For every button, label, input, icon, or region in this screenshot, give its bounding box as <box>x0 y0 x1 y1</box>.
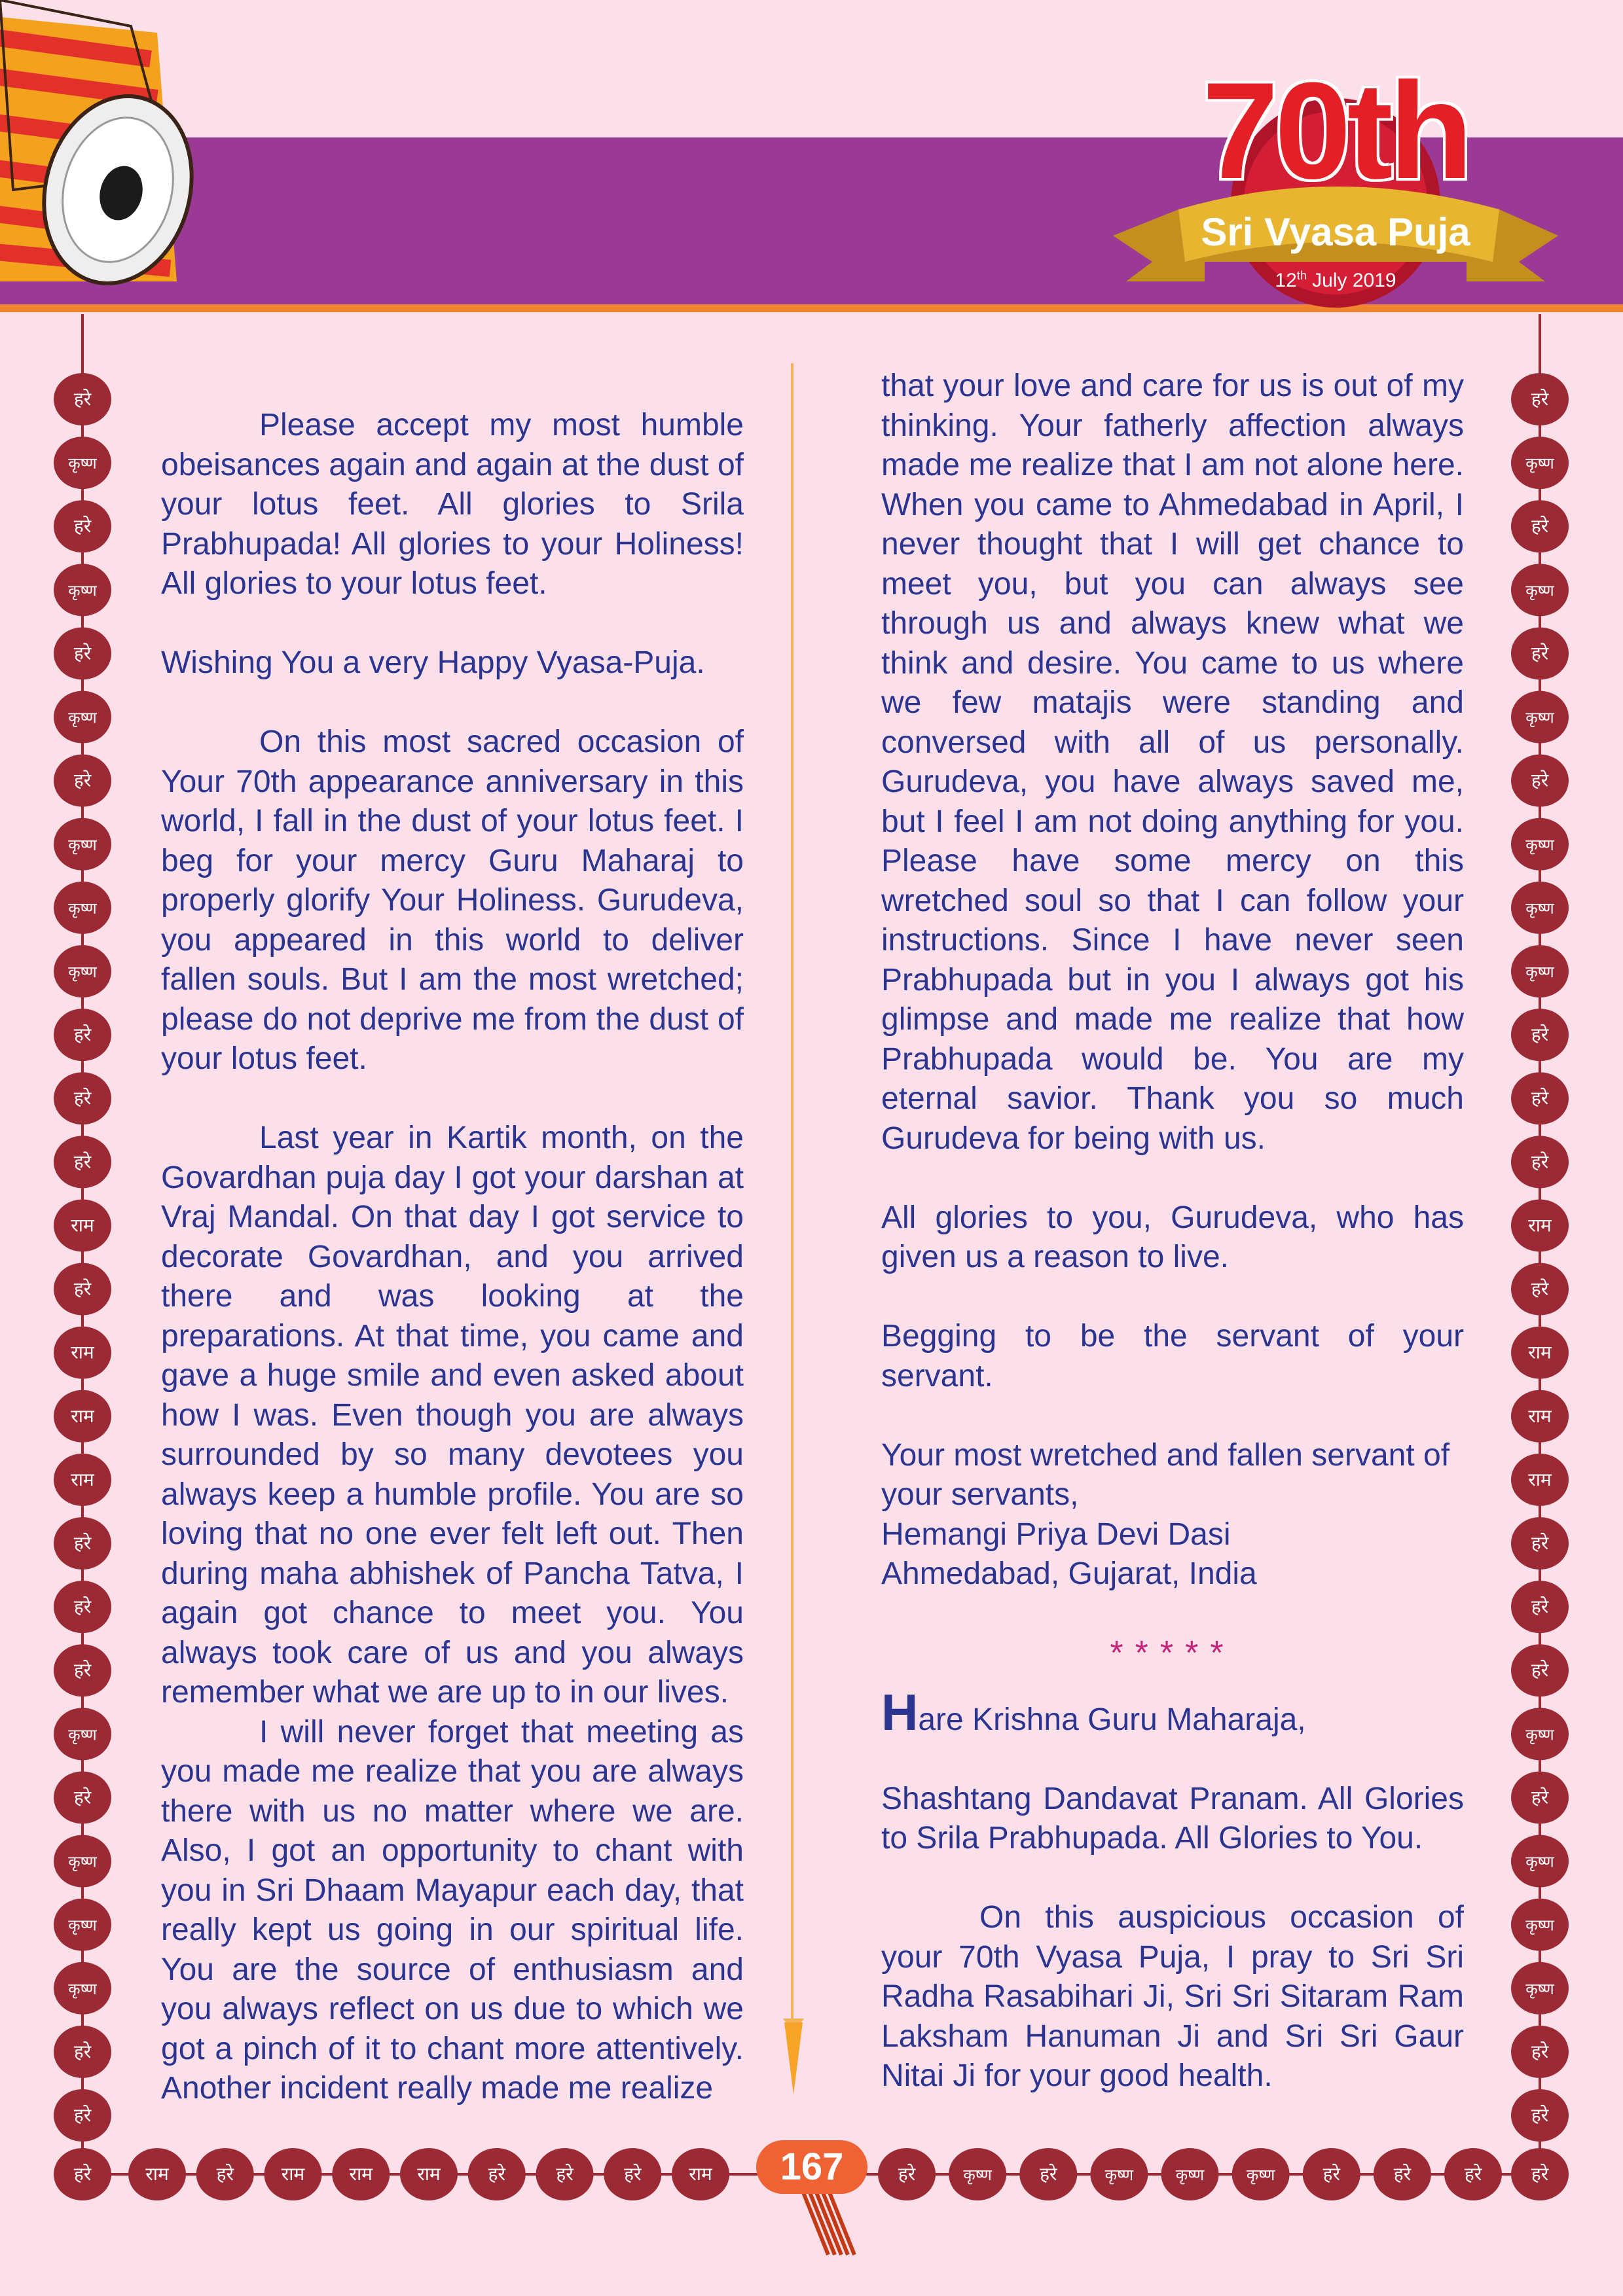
bead-corner-right <box>1511 2148 1569 2200</box>
bead-left <box>54 1962 111 2015</box>
svg-text:हरे: हरे <box>1531 769 1549 791</box>
bead-left <box>54 564 111 616</box>
bead-bottom <box>468 2148 526 2200</box>
letter1-paragraph-3: On this most sacred occasion of Your 70th appearance anniversary in this world, I fall in the dust of your lotus feet. I beg for your mercy Guru Maharaj to properly glorify Your Holiness. Gurudeva, you appeared in this world to deliver fallen souls. But I am the most wretched; please do not deprive me from the dust of your lotus feet. <box>161 725 744 1076</box>
bead-bottom <box>1090 2148 1148 2200</box>
bead-left <box>54 1454 111 1506</box>
bead-left <box>54 2089 111 2142</box>
svg-text:राम: राम <box>71 1341 94 1363</box>
badge-year: 70th <box>1202 54 1469 207</box>
bead-corner-left <box>54 2148 111 2200</box>
svg-text:हरे: हरे <box>73 1087 92 1109</box>
bead-right <box>1511 500 1569 552</box>
svg-text:हरे: हरे <box>1531 2163 1549 2185</box>
svg-text:हरे: हरे <box>1531 1659 1549 1681</box>
svg-text:हरे: हरे <box>216 2163 234 2185</box>
svg-text:राम: राम <box>1528 1341 1552 1363</box>
bead-bottom <box>128 2148 186 2200</box>
bead-right <box>1511 882 1569 934</box>
bead-bottom <box>1019 2148 1077 2200</box>
svg-text:हरे: हरे <box>73 1532 92 1554</box>
bead-left <box>54 1517 111 1570</box>
letter2-greeting: Hare Krishna Guru Maharaja, <box>881 1683 1306 1741</box>
dropcap-letter: H <box>881 1683 919 1741</box>
svg-text:कृष्ण: कृष्ण <box>1525 899 1554 918</box>
bead-right <box>1511 1581 1569 1633</box>
svg-text:कृष्ण: कृष्ण <box>1104 2166 1134 2184</box>
letter2-paragraph-2: On this auspicious occasion of your 70th Vyasa Puja, I pray to Sri Sri Radha Rasabihari Ji, Sri Sri Sitaram Ram Laksham Hanuman Ji and Sri Sri Gaur Nitai Ji for your good health. <box>881 1900 1464 2093</box>
letter1-paragraph-8: Begging to be the servant of your servant. <box>881 1319 1464 1393</box>
svg-text:हरे: हरे <box>1531 1278 1549 1300</box>
svg-text:कृष्ण: कृष्ण <box>68 1852 97 1871</box>
svg-text:हरे: हरे <box>1531 1786 1549 1808</box>
bead-right <box>1511 373 1569 425</box>
svg-text:हरे: हरे <box>1464 2163 1482 2185</box>
svg-text:कृष्ण: कृष्ण <box>1175 2166 1205 2184</box>
svg-text:हरे: हरे <box>1393 2163 1412 2185</box>
bead-left <box>54 1708 111 1760</box>
bead-left <box>54 373 111 425</box>
bead-right <box>1511 1072 1569 1124</box>
bead-bottom <box>878 2148 936 2200</box>
svg-text:हरे: हरे <box>73 1024 92 1046</box>
svg-text:कृष्ण: कृष्ण <box>68 899 97 918</box>
bead-left <box>54 1390 111 1443</box>
bead-left <box>54 437 111 489</box>
bead-right <box>1511 1454 1569 1506</box>
svg-text:हरे: हरे <box>1531 1596 1549 1618</box>
tassel-icon <box>789 2189 867 2261</box>
bead-right <box>1511 1835 1569 1888</box>
svg-text:कृष्ण: कृष्ण <box>1525 454 1554 473</box>
svg-text:हरे: हरे <box>1531 2104 1549 2126</box>
bead-right <box>1511 1263 1569 1316</box>
svg-text:हरे: हरे <box>1531 1151 1549 1173</box>
letter1-paragraph-7: All glories to you, Gurudeva, who has given us a reason to live. <box>881 1200 1464 1274</box>
bead-bottom <box>332 2148 390 2200</box>
section-separator: ***** <box>1110 1634 1235 1672</box>
bead-left <box>54 1644 111 1696</box>
svg-text:कृष्ण: कृष्ण <box>68 581 97 600</box>
signature-name: Hemangi Priya Devi Dasi <box>881 1516 1231 1552</box>
svg-text:कृष्ण: कृष्ण <box>1525 708 1554 727</box>
svg-text:हरे: हरे <box>898 2163 916 2185</box>
bead-left <box>54 691 111 744</box>
svg-text:राम: राम <box>1528 1214 1552 1236</box>
bead-left <box>54 1327 111 1379</box>
svg-text:कृष्ण: कृष्ण <box>68 963 97 981</box>
bead-right <box>1511 1136 1569 1188</box>
bead-left <box>54 627 111 679</box>
svg-text:हरे: हरे <box>73 388 92 410</box>
bead-right <box>1511 755 1569 807</box>
svg-text:कृष्ण: कृष्ण <box>1525 1852 1554 1871</box>
badge-date: 12th July 2019 <box>1275 269 1396 291</box>
bead-bottom <box>1303 2148 1360 2200</box>
bead-right <box>1511 818 1569 870</box>
bead-left <box>54 1771 111 1823</box>
bead-bottom <box>536 2148 594 2200</box>
svg-text:हरे: हरे <box>1040 2163 1057 2185</box>
svg-text:हरे: हरे <box>1531 515 1549 537</box>
bead-left <box>54 500 111 552</box>
bead-right <box>1511 1708 1569 1760</box>
right-column <box>881 367 1464 2096</box>
svg-text:हरे: हरे <box>73 1659 92 1681</box>
svg-text:राम: राम <box>145 2163 169 2185</box>
bead-left <box>54 818 111 870</box>
page-number: 167 <box>756 2140 867 2194</box>
bead-right <box>1511 1199 1569 1251</box>
svg-text:हरे: हरे <box>73 2040 92 2062</box>
svg-text:कृष्ण: कृष्ण <box>1525 835 1554 854</box>
bead-bottom <box>949 2148 1006 2200</box>
divider-tip-icon <box>780 2016 807 2101</box>
left-column <box>161 406 744 2109</box>
svg-text:हरे: हरे <box>73 1596 92 1618</box>
svg-text:राम: राम <box>71 1405 94 1427</box>
svg-text:कृष्ण: कृष्ण <box>68 1916 97 1935</box>
bead-right <box>1511 1009 1569 1061</box>
svg-text:हरे: हरे <box>73 515 92 537</box>
svg-text:हरे: हरे <box>73 1786 92 1808</box>
bead-right <box>1511 945 1569 997</box>
bead-left <box>54 2026 111 2078</box>
bead-left <box>54 1072 111 1124</box>
svg-text:हरे: हरे <box>73 2163 92 2185</box>
bead-right <box>1511 1771 1569 1823</box>
svg-text:राम: राम <box>71 1468 94 1490</box>
svg-text:कृष्ण: कृष्ण <box>68 454 97 473</box>
svg-text:कृष्ण: कृष्ण <box>68 1725 97 1744</box>
bead-right <box>1511 1644 1569 1696</box>
bead-right <box>1511 627 1569 679</box>
bead-left <box>54 1199 111 1251</box>
bead-left <box>54 755 111 807</box>
svg-text:कृष्ण: कृष्ण <box>1525 1979 1554 1998</box>
svg-text:राम: राम <box>349 2163 373 2185</box>
svg-text:हरे: हरे <box>73 1278 92 1300</box>
bead-right <box>1511 1899 1569 1951</box>
svg-text:कृष्ण: कृष्ण <box>1525 963 1554 981</box>
bead-bottom <box>196 2148 254 2200</box>
svg-text:राम: राम <box>281 2163 305 2185</box>
bead-right <box>1511 1327 1569 1379</box>
svg-text:हरे: हरे <box>73 642 92 664</box>
svg-text:कृष्ण: कृष्ण <box>1525 1916 1554 1935</box>
bead-left <box>54 1009 111 1061</box>
bead-bottom <box>1161 2148 1219 2200</box>
bead-right <box>1511 691 1569 744</box>
bead-left <box>54 1899 111 1951</box>
signature-place: Ahmedabad, Gujarat, India <box>881 1556 1257 1591</box>
svg-text:हरे: हरे <box>73 769 92 791</box>
signature-line-1: Your most wretched and fallen servant of your servants, <box>881 1437 1450 1512</box>
svg-text:हरे: हरे <box>73 2104 92 2126</box>
svg-text:हरे: हरे <box>1531 642 1549 664</box>
bead-bottom <box>672 2148 729 2200</box>
bead-right <box>1511 1390 1569 1443</box>
svg-text:राम: राम <box>71 1214 94 1236</box>
svg-text:कृष्ण: कृष्ण <box>963 2166 992 2184</box>
svg-text:राम: राम <box>689 2163 712 2185</box>
bead-right <box>1511 1962 1569 2015</box>
column-divider <box>791 363 793 2019</box>
svg-text:हरे: हरे <box>1531 1532 1549 1554</box>
svg-text:हरे: हरे <box>1531 1087 1549 1109</box>
bead-bottom <box>400 2148 458 2200</box>
bead-left <box>54 1136 111 1188</box>
svg-text:राम: राम <box>1528 1405 1552 1427</box>
bead-right <box>1511 2026 1569 2078</box>
bead-left <box>54 945 111 997</box>
letter1-paragraph-2: Wishing You a very Happy Vyasa-Puja. <box>161 645 705 680</box>
svg-text:हरे: हरे <box>1322 2163 1340 2185</box>
svg-text:कृष्ण: कृष्ण <box>1525 1725 1554 1744</box>
bead-bottom <box>264 2148 322 2200</box>
svg-text:कृष्ण: कृष्ण <box>68 708 97 727</box>
svg-text:हरे: हरे <box>1531 388 1549 410</box>
svg-text:हरे: हरे <box>1531 1024 1549 1046</box>
bead-bottom <box>1444 2148 1502 2200</box>
svg-text:हरे: हरे <box>73 1151 92 1173</box>
svg-text:हरे: हरे <box>556 2163 574 2185</box>
bead-left <box>54 1835 111 1888</box>
letter1-paragraph-1: Please accept my most humble obeisances again and again at the dust of your lotus feet. All glories to Srila Prabhupada! All glories to your Holiness! All glories to your lotus feet. <box>161 408 744 601</box>
bead-right <box>1511 437 1569 489</box>
svg-text:हरे: हरे <box>488 2163 505 2185</box>
svg-text:कृष्ण: कृष्ण <box>68 1979 97 1998</box>
letter1-paragraph-6: that your love and care for us is out of my thinking. Your fatherly affection always made me realize that I am not alone here. When you came to Ahmedabad in April, I never thought that I will get chance to meet you, but you can always see through us and always knew what we think and desire. You came to us where we few matajis were standing and conversed with all of us personally. Gurudeva, you have always saved me, but I feel I am not doing anything for you. Please have some mercy on this wretched soul so that I can follow your instructions. Since I have never seen Prabhupada but in you I always got his glimpse and made me realize that how Prabhupada would be. You are my eternal savior. Thank you so much Gurudeva for being with us. <box>881 368 1464 1156</box>
svg-text:हरे: हरे <box>624 2163 642 2185</box>
bead-right <box>1511 564 1569 616</box>
bead-left <box>54 882 111 934</box>
bead-left <box>54 1263 111 1316</box>
bead-bottom <box>1232 2148 1290 2200</box>
badge-title: Sri Vyasa Puja <box>1201 210 1470 254</box>
svg-text:कृष्ण: कृष्ण <box>1246 2166 1275 2184</box>
svg-text:राम: राम <box>1528 1468 1552 1490</box>
svg-text:हरे: हरे <box>1531 2040 1549 2062</box>
bead-bottom <box>604 2148 661 2200</box>
bead-right <box>1511 1517 1569 1570</box>
bead-bottom <box>1374 2148 1431 2200</box>
svg-text:कृष्ण: कृष्ण <box>68 835 97 854</box>
svg-text:कृष्ण: कृष्ण <box>1525 581 1554 600</box>
letter1-paragraph-5: I will never forget that meeting as you made me realize that you are always there with us no matter where we are. Also, I got an opportunity to chant with you in Sri Dhaam Mayapur each day, that really kept us going in our spiritual life. You are the source of enthusiasm and you always reflect on us due to which we got a pinch of it to chant more attentively. Another incident really made me realize <box>161 1714 744 2106</box>
letter2-paragraph-1: Shashtang Dandavat Pranam. All Glories to Srila Prabhupada. All Glories to You. <box>881 1781 1464 1856</box>
bead-right <box>1511 2089 1569 2142</box>
svg-text:राम: राम <box>417 2163 441 2185</box>
bead-left <box>54 1581 111 1633</box>
letter1-paragraph-4: Last year in Kartik month, on the Govardhan puja day I got your darshan at Vraj Mandal. On that day I got service to decorate Govardhan, and you arrived there and was looking at the preparations. At that time, you came and gave a huge smile and even asked about how I was. Even though you are always surrounded by so many devotees you always keep a humble profile. You are so loving that no one ever felt left out. Then during maha abhishek of Pancha Tatva, I again got chance to meet you. You always took care of us and you always remember what we are up to in our lives. <box>161 1121 744 1710</box>
